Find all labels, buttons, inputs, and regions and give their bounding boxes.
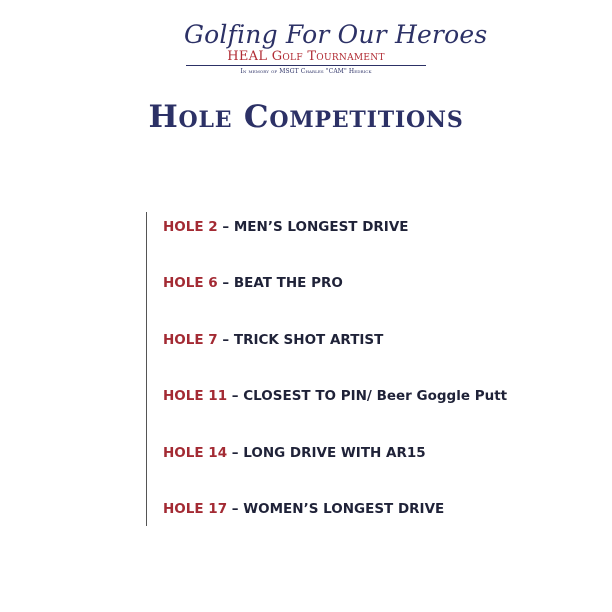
hole-number: HOLE 14 (163, 445, 228, 461)
competition-item (163, 330, 383, 350)
competition-name: WOMEN’S LONGEST DRIVE (243, 501, 445, 517)
hole-number: HOLE 17 (163, 501, 228, 517)
logo-memorial-text: In memory of MSGT Charles "CAM" Hedrick (240, 68, 372, 75)
competition-list (163, 0, 603, 612)
competition-item (163, 443, 426, 463)
competition-item (163, 499, 444, 519)
separator-dash: – (231, 388, 239, 404)
logo-script-title: Golfing For Our Heroes (184, 20, 488, 49)
competition-name: TRICK SHOT ARTIST (233, 332, 384, 348)
competition-name: BEAT THE PRO (233, 275, 343, 291)
list-vertical-rule (146, 212, 147, 526)
hole-number: HOLE 2 (163, 219, 218, 235)
separator-dash: – (231, 445, 239, 461)
hole-number: HOLE 6 (163, 275, 218, 291)
hole-number: HOLE 7 (163, 332, 218, 348)
page-title: Hole Competitions (148, 99, 464, 135)
hole-number: HOLE 11 (163, 388, 228, 404)
competition-item (163, 273, 343, 293)
separator-dash: – (231, 501, 239, 517)
separator-dash: – (222, 332, 230, 348)
competition-item (163, 217, 409, 237)
separator-dash: – (222, 219, 230, 235)
competition-item (163, 386, 507, 406)
competition-name: LONG DRIVE WITH AR15 (243, 445, 426, 461)
competition-name: CLOSEST TO PIN/ Beer Goggle Putt (243, 388, 508, 404)
logo-subtitle: HEAL Golf Tournament (227, 49, 385, 64)
competition-name: MEN’S LONGEST DRIVE (233, 219, 409, 235)
separator-dash: – (222, 275, 230, 291)
